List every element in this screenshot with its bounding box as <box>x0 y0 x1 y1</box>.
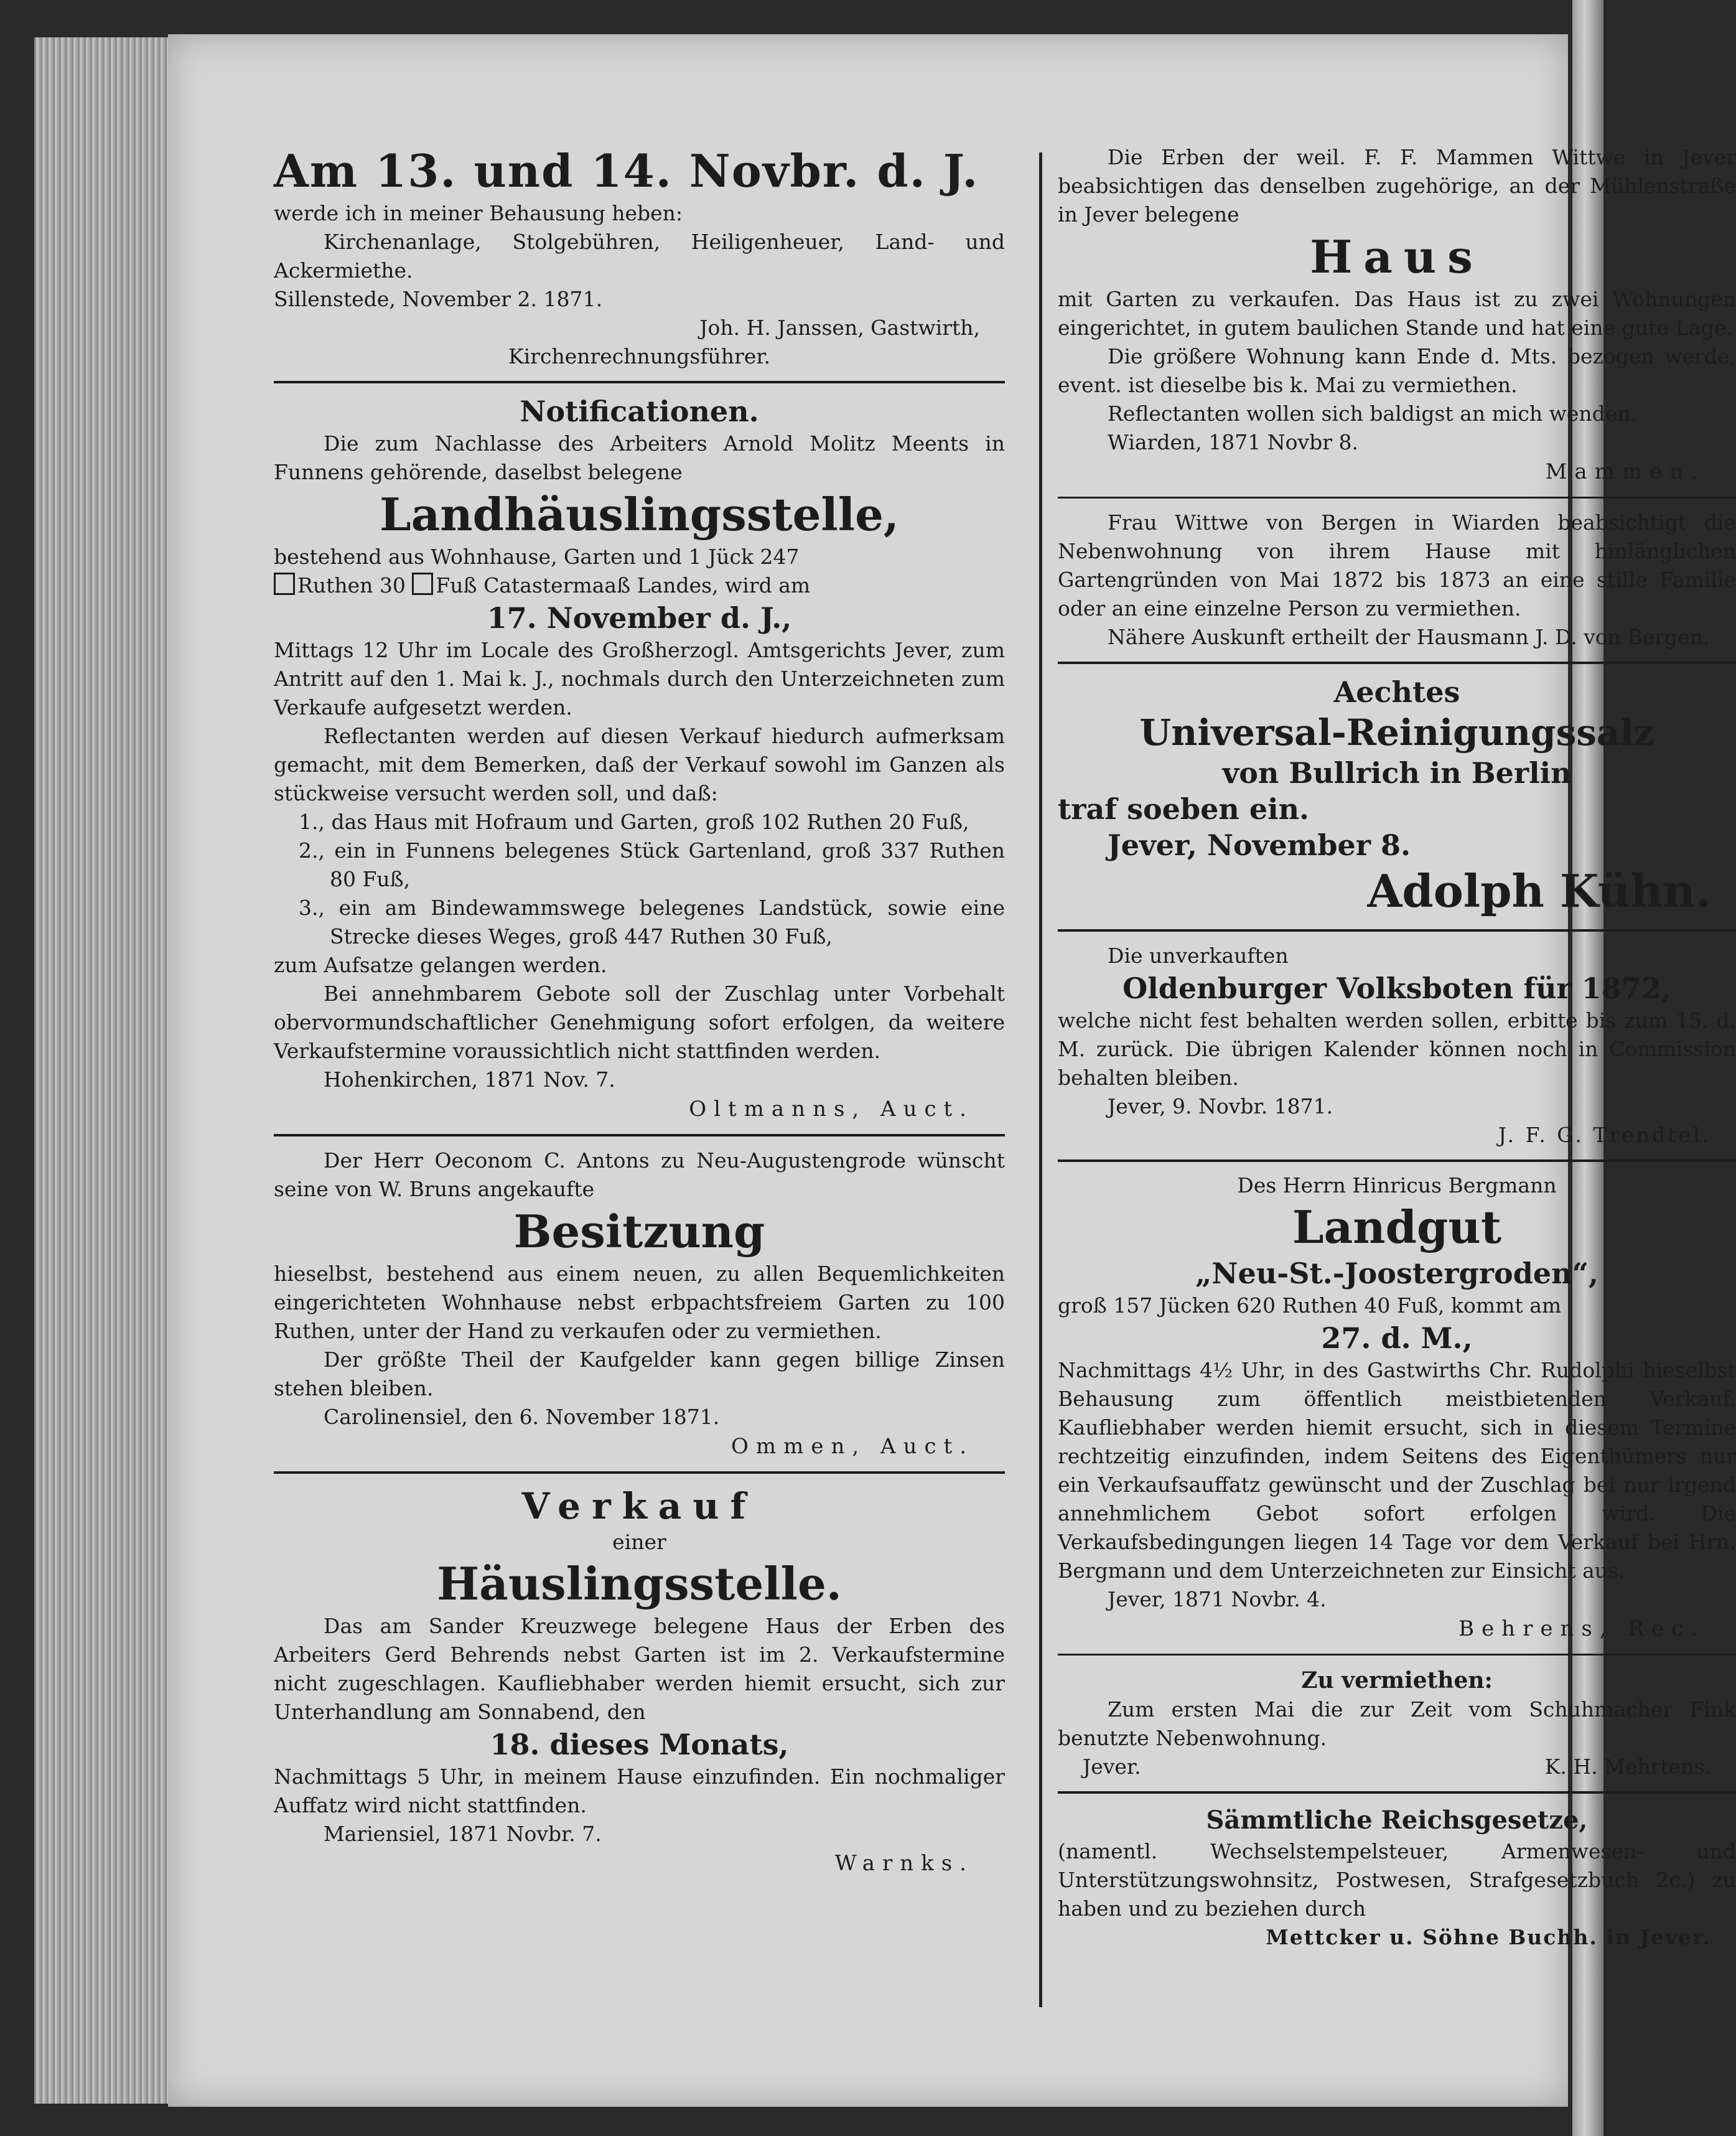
ad-subtitle: einer <box>612 1530 666 1554</box>
ad-landhaeuslingsstelle <box>274 393 1005 1124</box>
ad-intro: Der Herr Oeconom C. Antons zu Neu-Augustengrode wünscht seine von W. Bruns angekaufte <box>274 1148 1005 1201</box>
rule <box>1058 497 1736 499</box>
ad-date: 18. dieses Monats, <box>490 1728 789 1761</box>
ad-desc: groß 157 Jücken 620 Ruthen 40 Fuß, kommt am <box>1058 1293 1562 1318</box>
ad-body: welche nicht fest behalten werden sollen, erbitte bis zum 15. d. M. zurück. Die übrigen Kalender können noch in Commission behalten bleiben. <box>1058 1008 1736 1090</box>
ad-body: Bei annehmbarem Gebote soll der Zuschlag unter Vorbehalt obervormundschaftlicher Genehmigung sofort erfolgen, da weitere Verkaufstermine voraussichtlich nicht stattfinden werden. <box>274 981 1005 1063</box>
ad-line: traf soeben ein. <box>1058 792 1310 826</box>
ad-haus <box>1058 143 1736 487</box>
ad-intro: Des Herrn Hinricus Bergmann <box>1237 1173 1557 1197</box>
ad-zu-vermiethen <box>1058 1665 1736 1781</box>
ad-signature: Mettcker u. Söhne Buchh. in Jever. <box>1266 1925 1711 1949</box>
ad-nebenwohnung <box>1058 508 1736 652</box>
ad-haeuslingsstelle <box>274 1484 1005 1878</box>
ad-signature: Ommen, Auct. <box>731 1434 974 1459</box>
ad-place-date: Jever, 9. Novbr. 1871. <box>1108 1094 1333 1118</box>
ad-body: Nachmittags 5 Uhr, in meinem Hause einzufinden. Ein nochmaliger Auffatz wird nicht stattfinden. <box>274 1764 1005 1817</box>
rule <box>274 1134 1005 1136</box>
ad-desc: bestehend aus Wohnhause, Garten und 1 Jück 247 <box>274 545 800 569</box>
ad-place: Jever. <box>1083 1754 1141 1779</box>
ad-line: Kirchenanlage, Stolgebühren, Heiligenheuer, Land- und Ackermiethe. <box>274 230 1005 283</box>
left-column <box>274 143 1005 1878</box>
ad-date: 27. d. M., <box>1321 1321 1473 1355</box>
rule <box>1058 929 1736 932</box>
ad-body: zum Aufsatze gelangen werden. <box>274 953 607 977</box>
ad-line: Aechtes <box>1333 675 1460 709</box>
ad-place-date: Mariensiel, 1871 Novbr. 7. <box>324 1822 602 1846</box>
ad-headline: Universal-Reinigungssalz <box>1139 711 1654 754</box>
ad-besitzung <box>274 1146 1005 1461</box>
section-title: Notificationen. <box>520 395 759 428</box>
ad-body: Das am Sander Kreuzwege belegene Haus der Erben des Arbeiters Gerd Behrends nebst Garten ist im 2. Verkaufstermine nicht zugeschlagen. Kaufliebhaber werden hiemit ersucht, sich zur Unterhandlung am Sonnabend, den <box>274 1614 1005 1724</box>
ad-body: Mittags 12 Uhr im Locale des Großherzogl. Amtsgerichts Jever, zum Antritt auf den 1. Mai k. J., nochmals durch den Unterzeichneten zum Verkaufe aufgesetzt werden. <box>274 638 1005 719</box>
rule <box>1058 1159 1736 1162</box>
ad-line: von Bullrich in Berlin <box>1222 756 1572 790</box>
rule <box>274 1471 1005 1474</box>
ad-intro: Die zum Nachlasse des Arbeiters Arnold Molitz Meents in Funnens gehörende, daselbst belegene <box>274 431 1005 484</box>
ad-headline: Oldenburger Volksboten für 1872, <box>1122 972 1671 1005</box>
ad-signature: K. H. Mehrtens. <box>1544 1754 1711 1779</box>
ad-body: Reflectanten wollen sich baldigst an mich wenden. <box>1108 401 1638 426</box>
ad-date: 17. November d. J., <box>487 601 792 635</box>
ad-volksboten <box>1058 942 1736 1150</box>
ad-intro: Die unverkauften <box>1108 944 1289 968</box>
rule <box>1058 662 1736 664</box>
ad-body: hieselbst, bestehend aus einem neuen, zu allen Bequemlichkeiten eingerichteten Wohnhause nebst erbpachtsfreiem Garten zu 100 Ruthen, unter der Hand zu verkaufen oder zu vermiethen. <box>274 1262 1005 1343</box>
ad-title: Am 13. und 14. Novbr. d. J. <box>274 144 979 197</box>
right-column <box>1058 143 1736 1952</box>
ad-signature-role: Kirchenrechnungsführer. <box>508 344 771 368</box>
ad-place-date: Carolinensiel, den 6. November 1871. <box>324 1405 720 1429</box>
square-symbol-icon <box>412 573 433 595</box>
ad-body: Die größere Wohnung kann Ende d. Mts. bezogen werde, event. ist dieselbe bis k. Mai zu vermiethen. <box>1058 344 1736 397</box>
ad-signature: J. F. G. Trendtel. <box>1498 1123 1711 1147</box>
ad-headline: Landhäuslingsstelle, <box>380 488 899 541</box>
ad-desc: Fuß Catastermaaß Landes, wird am <box>436 573 811 597</box>
ad-place-date: Jever, 1871 Novbr. 4. <box>1108 1587 1327 1611</box>
ad-intro: Die Erben der weil. F. F. Mammen Wittwe in Jever beabsichtigen das denselben zugehörige, an der Mühlenstraße in Jever belegene <box>1058 145 1736 227</box>
ad-body: (namentl. Wechselstempelsteuer, Armenwesen- und Unterstützungswohnsitz, Postwesen, Strafgesetzbuch 2c.) zu haben und zu beziehen durch <box>1058 1839 1736 1921</box>
column-divider <box>1039 152 1042 2007</box>
ad-body: Frau Wittwe von Bergen in Wiarden beabsichtigt die Nebenwohnung von ihrem Hause mit hinlänglichen Gartengründen von Mai 1872 bis 1873 an eine stille Familie oder an eine einzelne Person zu vermiethen. <box>1058 510 1736 621</box>
ad-body: Nähere Auskunft ertheilt der Hausmann J. D. von Bergen. <box>1108 625 1710 649</box>
ad-signature: Warnks. <box>834 1851 974 1876</box>
ad-reichsgesetze <box>1058 1804 1736 1952</box>
rule <box>1058 1791 1736 1794</box>
ad-signature: Oltmanns, Auct. <box>689 1097 974 1122</box>
ad-place-date: Wiarden, 1871 Novbr 8. <box>1108 430 1358 454</box>
list-item: 1., das Haus mit Hofraum und Garten, groß 102 Ruthen 20 Fuß, <box>299 810 969 834</box>
ad-headline: Haus <box>1310 230 1484 283</box>
ad-headline: Besitzung <box>513 1205 765 1258</box>
square-symbol-icon <box>274 573 295 595</box>
ad-body: Reflectanten werden auf diesen Verkauf hiedurch aufmerksam gemacht, mit dem Bemerken, daß der Verkauf sowohl im Ganzen als stückweise versucht werden soll, und daß: <box>274 724 1005 805</box>
ad-estate-name: „Neu-St.-Joostergroden“, <box>1195 1257 1599 1290</box>
newspaper-page <box>168 34 1736 2107</box>
ad-title: Zu vermiethen: <box>1301 1667 1493 1693</box>
ad-body: mit Garten zu verkaufen. Das Haus ist zu zwei Wohnungen eingerichtet, in gutem baulichen Stande und hat eine gute Lage. <box>1058 287 1736 340</box>
ad-place-date: Jever, November 8. <box>1108 828 1411 862</box>
ad-body: Zum ersten Mai die zur Zeit vom Schuhmacher Fink benutzte Nebenwohnung. <box>1058 1697 1736 1750</box>
ad-title: Verkauf <box>521 1485 757 1527</box>
ad-place-date: Hohenkirchen, 1871 Nov. 7. <box>324 1067 615 1092</box>
ad-signature: Joh. H. Janssen, Gastwirth, <box>699 316 980 340</box>
list-item: 2., ein in Funnens belegenes Stück Gartenland, groß 337 Ruthen 80 Fuß, <box>299 838 1005 891</box>
ad-tax-collection <box>274 143 1005 371</box>
ad-reinigungssalz <box>1058 674 1736 919</box>
ad-body: Der größte Theil der Kaufgelder kann gegen billige Zinsen stehen bleiben. <box>274 1347 1005 1400</box>
ad-signature: Behrens, Rec. <box>1458 1616 1705 1641</box>
ad-title: Sämmtliche Reichsgesetze, <box>1206 1806 1588 1835</box>
ad-landgut <box>1058 1172 1736 1644</box>
ad-headline: Häuslingsstelle. <box>437 1557 842 1610</box>
list-item: 3., ein am Bindewammswege belegenes Landstück, sowie eine Strecke dieses Weges, groß 447 Ruthen 30 Fuß, <box>299 896 1005 949</box>
book-page-edges <box>34 37 184 2104</box>
ad-line: werde ich in meiner Behausung heben: <box>274 201 683 225</box>
ad-headline: Landgut <box>1292 1201 1501 1253</box>
ad-line: Sillenstede, November 2. 1871. <box>274 287 602 311</box>
rule <box>274 381 1005 383</box>
ad-body: Nachmittags 4½ Uhr, in des Gastwirths Chr. Rudolphi hieselbst Behausung zum öffentlich meistbietenden Verkauf. Kaufliebhaber werden hiemit ersucht, sich in diesem Termine rechtzeitig einzufinden, indem Seitens des Eigenthümers nur ein Verkaufsauffatz gewünscht und der Zuschlag bei nur irgend annehmlichem Gebot sofort erfolgen wird. Die Verkaufsbedingungen liegen 14 Tage vor dem Verkauf bei Hrn. Bergmann und dem Unterzeichneten zur Einsicht aus. <box>1058 1358 1736 1583</box>
ad-desc: Ruthen 30 <box>297 573 406 597</box>
ad-signature: Mammen. <box>1545 459 1705 484</box>
ad-signature: Adolph Kühn. <box>1367 864 1711 917</box>
rule <box>1058 1654 1736 1656</box>
